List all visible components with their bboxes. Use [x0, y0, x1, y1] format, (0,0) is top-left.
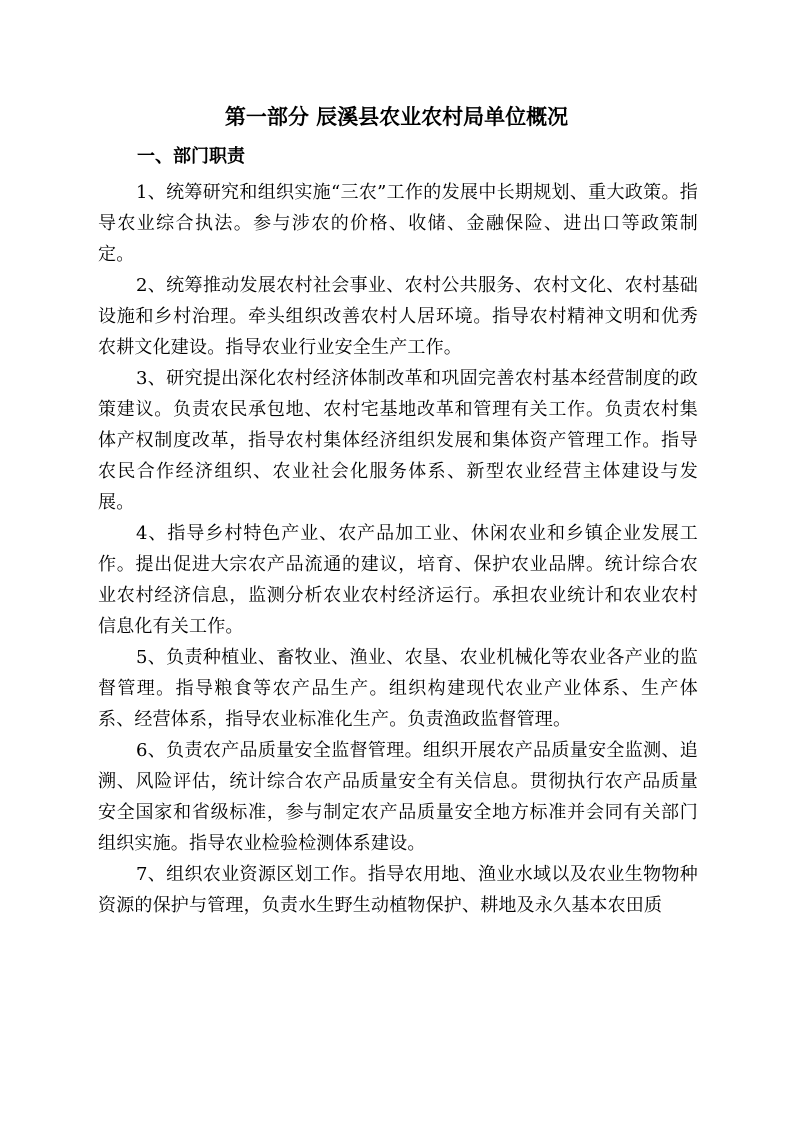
- section-heading: 一、部门职责: [137, 146, 245, 167]
- duty-paragraph-3: 3、研究提出深化农村经济体制改革和巩固完善农村基本经营制度的政策建议。负责农民承包地、农村宅基地改革和管理有关工作。负责农村集体产权制度改革，指导农村集体经济组织发展和集体资产管理工作。指导农民合作经济组织、农业社会化服务体系、新型农业经营主体建设与发展。: [98, 368, 698, 513]
- duty-paragraph-5: 5、负责种植业、畜牧业、渔业、农垦、农业机械化等农业各产业的监督管理。指导粮食等农产品生产。组织构建现代农业产业体系、生产体系、经营体系，指导农业标准化生产。负责渔政监督管理。: [98, 647, 698, 730]
- duty-paragraph-7: 7、组织农业资源区划工作。指导农用地、渔业水域以及农业生物物种资源的保护与管理，负责水生野生动植物保护、耕地及永久基本农田质: [98, 864, 698, 916]
- duty-paragraph-6: 6、负责农产品质量安全监督管理。组织开展农产品质量安全监测、追溯、风险评估，统计综合农产品质量安全有关信息。贯彻执行农产品质量安全国家和省级标准，参与制定农产品质量安全地方标准并会同有关部门组织实施。指导农业检验检测体系建设。: [98, 740, 698, 854]
- duty-paragraph-4: 4、指导乡村特色产业、农产品加工业、休闲农业和乡镇企业发展工作。提出促进大宗农产品流通的建议，培育、保护农业品牌。统计综合农业农村经济信息，监测分析农业农村经济运行。承担农业统计和农业农村信息化有关工作。: [98, 523, 698, 637]
- duty-paragraph-1: 1、统筹研究和组织实施“三农”工作的发展中长期规划、重大政策。指导农业综合执法。参与涉农的价格、收储、金融保险、进出口等政策制定。: [98, 182, 698, 265]
- duty-paragraph-2: 2、统筹推动发展农村社会事业、农村公共服务、农村文化、农村基础设施和乡村治理。牵头组织改善农村人居环境。指导农村精神文明和优秀农耕文化建设。指导农业行业安全生产工作。: [98, 275, 698, 358]
- document-body: [98, 177, 698, 921]
- page-title: 第一部分 辰溪县农业农村局单位概况: [224, 105, 569, 129]
